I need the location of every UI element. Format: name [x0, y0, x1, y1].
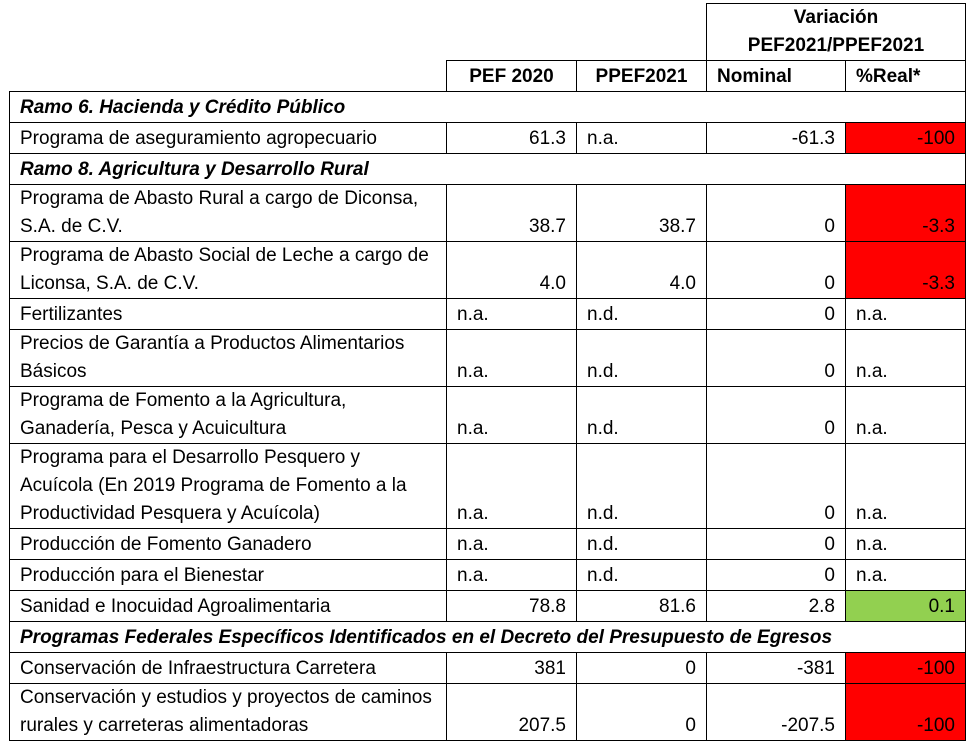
program-name: Precios de Garantía a Productos Alimentarios Básicos — [10, 330, 447, 387]
program-name: Conservación de Infraestructura Carretera — [10, 653, 447, 684]
real-cell: n.a. — [846, 529, 966, 560]
program-name: Programa de Fomento a la Agricultura, Ganadería, Pesca y Acuicultura — [10, 387, 447, 444]
program-name: Conservación y estudios y proyectos de caminos rurales y carreteras alimentadoras — [10, 684, 447, 741]
ppef2021-cell: n.a. — [577, 123, 707, 154]
table-row — [10, 123, 966, 154]
table-row — [10, 560, 966, 591]
pef2020-cell: 207.5 — [447, 684, 577, 741]
col-real-header: %Real* — [846, 61, 966, 92]
nominal-cell: 0 — [707, 242, 846, 299]
pef2020-cell: n.a. — [447, 529, 577, 560]
header-row-columns — [10, 61, 966, 92]
ppef2021-cell: n.d. — [577, 529, 707, 560]
nominal-cell: 0 — [707, 444, 846, 529]
program-name: Programa de aseguramiento agropecuario — [10, 123, 447, 154]
section-row — [10, 622, 966, 653]
real-cell: -100 — [846, 653, 966, 684]
nominal-cell: 2.8 — [707, 591, 846, 622]
ppef2021-cell: n.d. — [577, 330, 707, 387]
nominal-cell: -207.5 — [707, 684, 846, 741]
ppef2021-cell: n.d. — [577, 299, 707, 330]
pef2020-cell: 38.7 — [447, 185, 577, 242]
ppef2021-cell: 38.7 — [577, 185, 707, 242]
section-row — [10, 92, 966, 123]
col-nominal-header: Nominal — [707, 61, 846, 92]
real-cell: -100 — [846, 684, 966, 741]
pef2020-cell: n.a. — [447, 299, 577, 330]
real-cell: n.a. — [846, 387, 966, 444]
nominal-cell: 0 — [707, 560, 846, 591]
section-title: Ramo 8. Agricultura y Desarrollo Rural — [10, 154, 966, 185]
pef2020-cell: 78.8 — [447, 591, 577, 622]
ppef2021-cell: 81.6 — [577, 591, 707, 622]
pef2020-cell: n.a. — [447, 387, 577, 444]
pef2020-cell: n.a. — [447, 330, 577, 387]
real-cell: -3.3 — [846, 242, 966, 299]
nominal-cell: 0 — [707, 330, 846, 387]
program-name: Producción de Fomento Ganadero — [10, 529, 447, 560]
table-row — [10, 242, 966, 299]
program-name: Programa para el Desarrollo Pesquero y Acuícola (En 2019 Programa de Fomento a la Productividad Pesquera y Acuícola) — [10, 444, 447, 529]
section-title: Programas Federales Específicos Identificados en el Decreto del Presupuesto de Egresos — [10, 622, 966, 653]
ppef2021-cell: n.d. — [577, 387, 707, 444]
ppef2021-cell: 4.0 — [577, 242, 707, 299]
ppef2021-cell: n.d. — [577, 444, 707, 529]
table-row — [10, 330, 966, 387]
pef2020-cell: n.a. — [447, 444, 577, 529]
nominal-cell: 0 — [707, 299, 846, 330]
table-row — [10, 444, 966, 529]
nominal-cell: -61.3 — [707, 123, 846, 154]
budget-table — [9, 3, 966, 741]
col-pef2020-header: PEF 2020 — [447, 61, 577, 92]
real-cell: -100 — [846, 123, 966, 154]
table-row — [10, 387, 966, 444]
table-row — [10, 185, 966, 242]
table-row — [10, 299, 966, 330]
col-ppef2021-header: PPEF2021 — [577, 61, 707, 92]
program-name: Sanidad e Inocuidad Agroalimentaria — [10, 591, 447, 622]
ppef2021-cell: 0 — [577, 653, 707, 684]
nominal-cell: 0 — [707, 387, 846, 444]
variacion-header: Variación PEF2021/PPEF2021 — [707, 4, 966, 61]
table-row — [10, 591, 966, 622]
real-cell: 0.1 — [846, 591, 966, 622]
program-name: Fertilizantes — [10, 299, 447, 330]
real-cell: n.a. — [846, 330, 966, 387]
table-row — [10, 684, 966, 741]
header-row-variacion — [10, 4, 966, 61]
program-name: Programa de Abasto Rural a cargo de Diconsa, S.A. de C.V. — [10, 185, 447, 242]
real-cell: n.a. — [846, 560, 966, 591]
pef2020-cell: n.a. — [447, 560, 577, 591]
table-row — [10, 653, 966, 684]
nominal-cell: 0 — [707, 185, 846, 242]
ppef2021-cell: n.d. — [577, 560, 707, 591]
section-row — [10, 154, 966, 185]
nominal-cell: 0 — [707, 529, 846, 560]
pef2020-cell: 4.0 — [447, 242, 577, 299]
table-row — [10, 529, 966, 560]
real-cell: -3.3 — [846, 185, 966, 242]
real-cell: n.a. — [846, 444, 966, 529]
program-name: Programa de Abasto Social de Leche a cargo de Liconsa, S.A. de C.V. — [10, 242, 447, 299]
ppef2021-cell: 0 — [577, 684, 707, 741]
pef2020-cell: 61.3 — [447, 123, 577, 154]
program-name: Producción para el Bienestar — [10, 560, 447, 591]
real-cell: n.a. — [846, 299, 966, 330]
section-title: Ramo 6. Hacienda y Crédito Público — [10, 92, 966, 123]
nominal-cell: -381 — [707, 653, 846, 684]
pef2020-cell: 381 — [447, 653, 577, 684]
